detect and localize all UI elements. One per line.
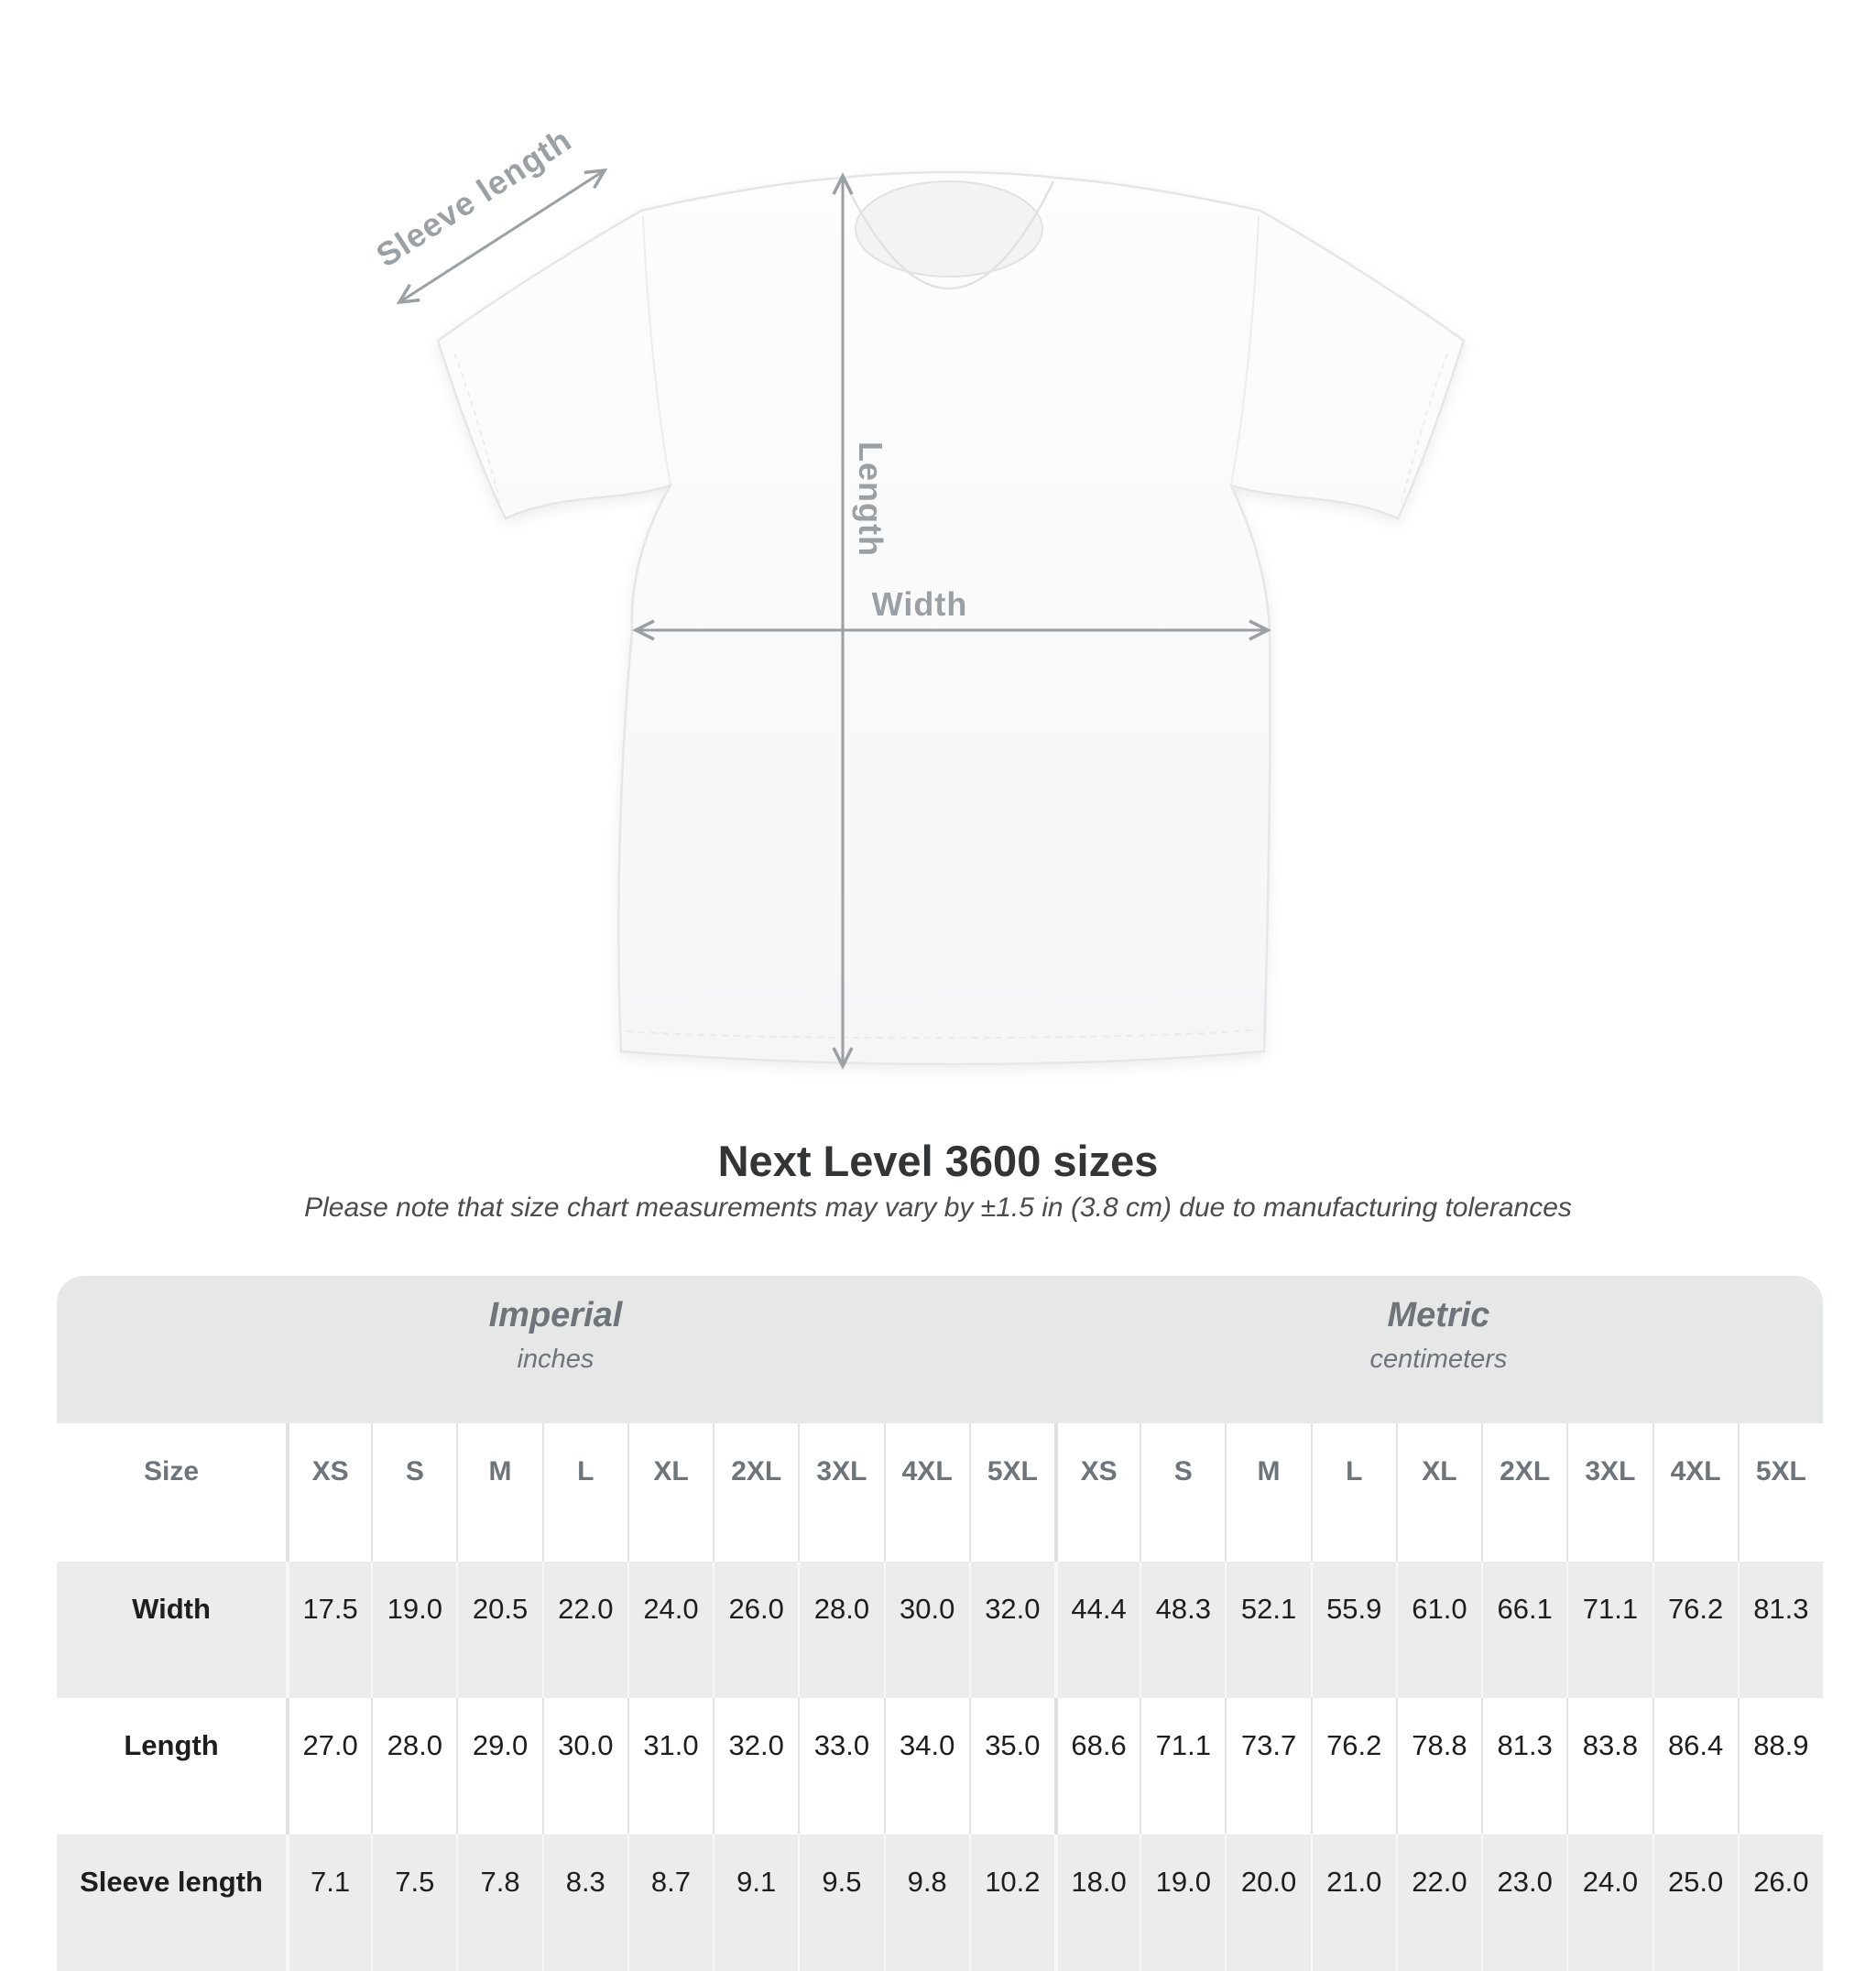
table-cell: 81.3 — [1481, 1698, 1566, 1835]
size-header: L — [542, 1423, 627, 1562]
length-label: Length — [852, 441, 889, 557]
table-cell: 25.0 — [1652, 1835, 1738, 1971]
size-header: M — [1225, 1423, 1310, 1562]
table-cell: 81.3 — [1738, 1562, 1823, 1698]
table-cell: 32.0 — [713, 1698, 798, 1835]
size-header: 3XL — [798, 1423, 883, 1562]
table-cell: 88.9 — [1738, 1698, 1823, 1835]
table-cell: 24.0 — [1566, 1835, 1652, 1971]
size-header: XS — [1054, 1423, 1140, 1562]
size-header: 2XL — [713, 1423, 798, 1562]
table-cell: 78.8 — [1396, 1698, 1481, 1835]
table-cell: 29.0 — [456, 1698, 541, 1835]
page-title: Next Level 3600 sizes — [717, 1137, 1159, 1185]
size-table-container — [57, 1276, 1823, 1971]
table-cell: 26.0 — [713, 1562, 798, 1698]
table-cell: 23.0 — [1481, 1835, 1566, 1971]
page-subtitle: Please note that size chart measurements may vary by ±1.5 in (3.8 cm) due to manufacturing tolerances — [304, 1192, 1572, 1223]
table-cell: 30.0 — [542, 1698, 627, 1835]
size-header: 4XL — [1652, 1423, 1738, 1562]
table-cell: 28.0 — [798, 1562, 883, 1698]
size-header: 5XL — [1738, 1423, 1823, 1562]
table-cell: 35.0 — [969, 1698, 1054, 1835]
table-cell: 28.0 — [371, 1698, 456, 1835]
table-cell: 9.1 — [713, 1835, 798, 1971]
table-cell: 9.8 — [884, 1835, 969, 1971]
size-header: 2XL — [1481, 1423, 1566, 1562]
width-row — [57, 1562, 1823, 1698]
table-cell: 83.8 — [1566, 1698, 1652, 1835]
table-cell: 34.0 — [884, 1698, 969, 1835]
size-header: XL — [1396, 1423, 1481, 1562]
width-label: Width — [871, 585, 968, 623]
table-cell: 27.0 — [286, 1698, 371, 1835]
table-cell: 22.0 — [542, 1562, 627, 1698]
table-cell: 48.3 — [1140, 1562, 1225, 1698]
table-cell: 55.9 — [1311, 1562, 1396, 1698]
table-cell: 8.7 — [627, 1835, 713, 1971]
table-cell: 76.2 — [1652, 1562, 1738, 1698]
table-cell: 68.6 — [1054, 1698, 1140, 1835]
table-cell: 33.0 — [798, 1698, 883, 1835]
sleeve-length-label: Sleeve length — [369, 120, 579, 275]
metric-unit-label: centimeters — [1369, 1345, 1508, 1374]
size-header-row — [57, 1423, 1823, 1562]
size-header: S — [1140, 1423, 1225, 1562]
table-cell: 31.0 — [627, 1698, 713, 1835]
table-cell: 20.5 — [456, 1562, 541, 1698]
row-label: Length — [57, 1698, 286, 1835]
table-cell: 20.0 — [1225, 1835, 1310, 1971]
table-cell: 71.1 — [1140, 1698, 1225, 1835]
table-cell: 73.7 — [1225, 1698, 1310, 1835]
table-cell: 52.1 — [1225, 1562, 1310, 1698]
metric-label: Metric — [1387, 1296, 1490, 1334]
metric-group-header — [1054, 1276, 1823, 1423]
size-header: 5XL — [969, 1423, 1054, 1562]
sleeve-length-row — [57, 1835, 1823, 1971]
table-cell: 17.5 — [286, 1562, 371, 1698]
size-header: XL — [627, 1423, 713, 1562]
table-cell: 26.0 — [1738, 1835, 1823, 1971]
size-header: 3XL — [1566, 1423, 1652, 1562]
row-label: Width — [57, 1562, 286, 1698]
table-cell: 21.0 — [1311, 1835, 1396, 1971]
size-header: 4XL — [884, 1423, 969, 1562]
imperial-unit-label: inches — [517, 1345, 594, 1374]
table-cell: 9.5 — [798, 1835, 883, 1971]
imperial-label: Imperial — [488, 1296, 623, 1334]
table-cell: 7.1 — [286, 1835, 371, 1971]
table-cell: 24.0 — [627, 1562, 713, 1698]
table-cell: 10.2 — [969, 1835, 1054, 1971]
table-cell: 7.5 — [371, 1835, 456, 1971]
imperial-group-header — [57, 1276, 1054, 1423]
table-cell: 22.0 — [1396, 1835, 1481, 1971]
table-cell: 44.4 — [1054, 1562, 1140, 1698]
table-cell: 19.0 — [371, 1562, 456, 1698]
size-header: XS — [286, 1423, 371, 1562]
size-header: M — [456, 1423, 541, 1562]
size-column-header: Size — [57, 1423, 286, 1562]
row-label: Sleeve length — [57, 1835, 286, 1971]
table-cell: 18.0 — [1054, 1835, 1140, 1971]
table-cell: 8.3 — [542, 1835, 627, 1971]
table-cell: 30.0 — [884, 1562, 969, 1698]
table-cell: 7.8 — [456, 1835, 541, 1971]
size-table — [57, 1276, 1823, 1971]
neck-opening — [856, 181, 1042, 277]
size-header: L — [1311, 1423, 1396, 1562]
unit-band-row — [57, 1276, 1823, 1423]
table-cell: 19.0 — [1140, 1835, 1225, 1971]
length-row — [57, 1698, 1823, 1835]
table-cell: 32.0 — [969, 1562, 1054, 1698]
table-cell: 76.2 — [1311, 1698, 1396, 1835]
table-cell: 61.0 — [1396, 1562, 1481, 1698]
size-header: S — [371, 1423, 456, 1562]
table-cell: 71.1 — [1566, 1562, 1652, 1698]
table-cell: 66.1 — [1481, 1562, 1566, 1698]
table-cell: 86.4 — [1652, 1698, 1738, 1835]
